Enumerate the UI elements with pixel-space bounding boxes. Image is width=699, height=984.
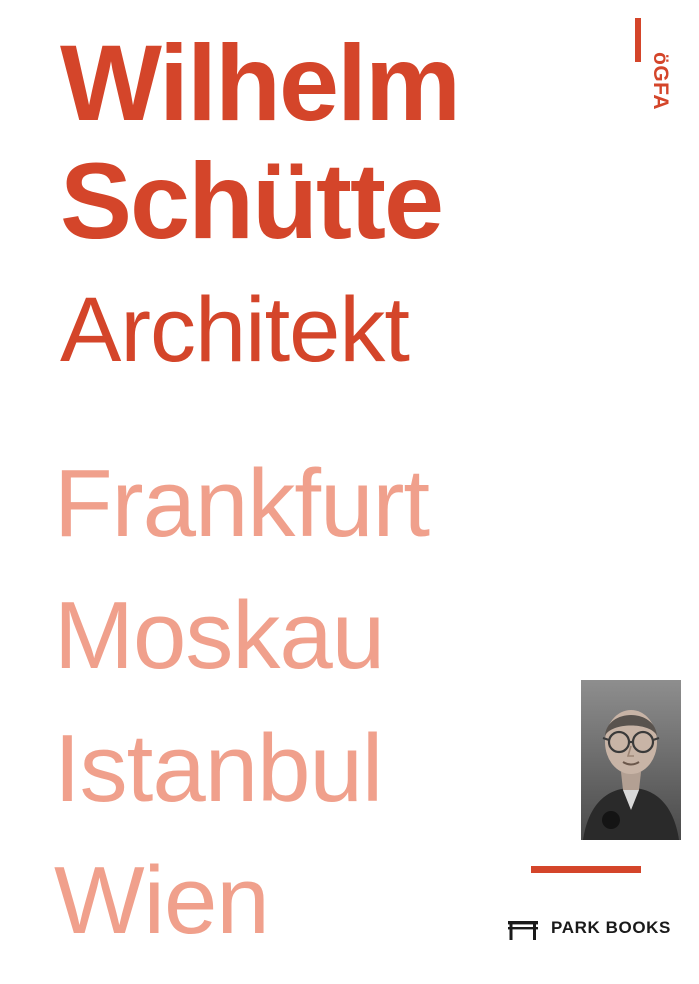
city-list <box>54 438 654 968</box>
title-last-name: Schütte <box>60 140 443 262</box>
publisher-name: PARK BOOKS <box>551 918 671 937</box>
series-mark-label: öGFA <box>649 52 672 110</box>
list-item: Istanbul <box>54 714 383 822</box>
list-item: Frankfurt <box>54 450 430 557</box>
accent-rule <box>531 866 641 873</box>
bench-logo-icon <box>507 915 541 941</box>
title-first-name: Wilhelm <box>60 22 460 143</box>
publisher-logo <box>507 915 671 941</box>
title-role: Architekt <box>60 279 409 382</box>
portrait-photo <box>581 680 681 840</box>
series-mark-bar <box>635 18 641 62</box>
page-title <box>60 22 620 382</box>
series-mark <box>625 18 671 128</box>
list-item: Wien <box>54 847 269 955</box>
list-item: Moskau <box>54 582 385 690</box>
